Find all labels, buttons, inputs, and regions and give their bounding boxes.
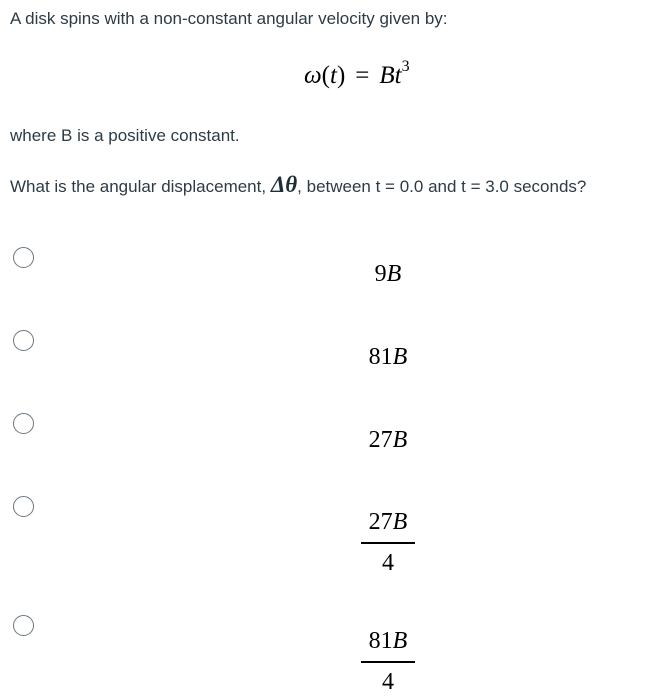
option-2-variable: B bbox=[392, 344, 408, 370]
delta-theta-symbol: Δθ bbox=[270, 172, 298, 197]
equals-sign: = bbox=[355, 62, 370, 89]
answer-option-4-radio[interactable] bbox=[13, 496, 34, 517]
answer-option-2[interactable] bbox=[300, 343, 476, 371]
prompt-text-before: What is the angular displacement, bbox=[10, 177, 271, 196]
option-5-fraction-bar bbox=[361, 661, 415, 663]
option-4-fraction-bar bbox=[361, 542, 415, 544]
equation-exponent: 3 bbox=[401, 58, 410, 75]
equation-lhs-argument: (t) bbox=[321, 62, 346, 89]
option-1-variable: B bbox=[386, 261, 402, 287]
answer-option-1-radio[interactable] bbox=[13, 247, 34, 268]
answer-option-1[interactable] bbox=[300, 260, 476, 288]
question-intro: A disk spins with a non-constant angular velocity given by: bbox=[10, 9, 448, 28]
option-5-numerator: 81B bbox=[368, 628, 408, 654]
option-5-denominator: 4 bbox=[382, 668, 394, 695]
answer-option-5-radio[interactable] bbox=[13, 615, 34, 636]
option-4-denominator: 4 bbox=[382, 549, 394, 576]
question-prompt bbox=[10, 174, 586, 198]
option-2-coefficient: 81 bbox=[368, 344, 393, 370]
answer-option-3-radio[interactable] bbox=[13, 413, 34, 434]
angular-velocity-equation bbox=[304, 60, 410, 92]
option-3-variable: B bbox=[392, 427, 408, 453]
omega-symbol: ω bbox=[304, 62, 322, 89]
constant-note: where B is a positive constant. bbox=[10, 126, 240, 145]
option-4-numerator: 27B bbox=[368, 509, 408, 535]
answer-option-2-radio[interactable] bbox=[13, 330, 34, 351]
answer-option-4[interactable] bbox=[300, 508, 476, 577]
equation-coefficient: B bbox=[379, 62, 395, 89]
option-1-coefficient: 9 bbox=[374, 261, 387, 287]
prompt-text-after: , between t = 0.0 and t = 3.0 seconds? bbox=[297, 177, 587, 196]
answer-option-5[interactable] bbox=[300, 627, 476, 696]
equation-variable: t bbox=[394, 62, 402, 89]
option-3-coefficient: 27 bbox=[368, 427, 393, 453]
answer-option-3[interactable] bbox=[300, 426, 476, 454]
